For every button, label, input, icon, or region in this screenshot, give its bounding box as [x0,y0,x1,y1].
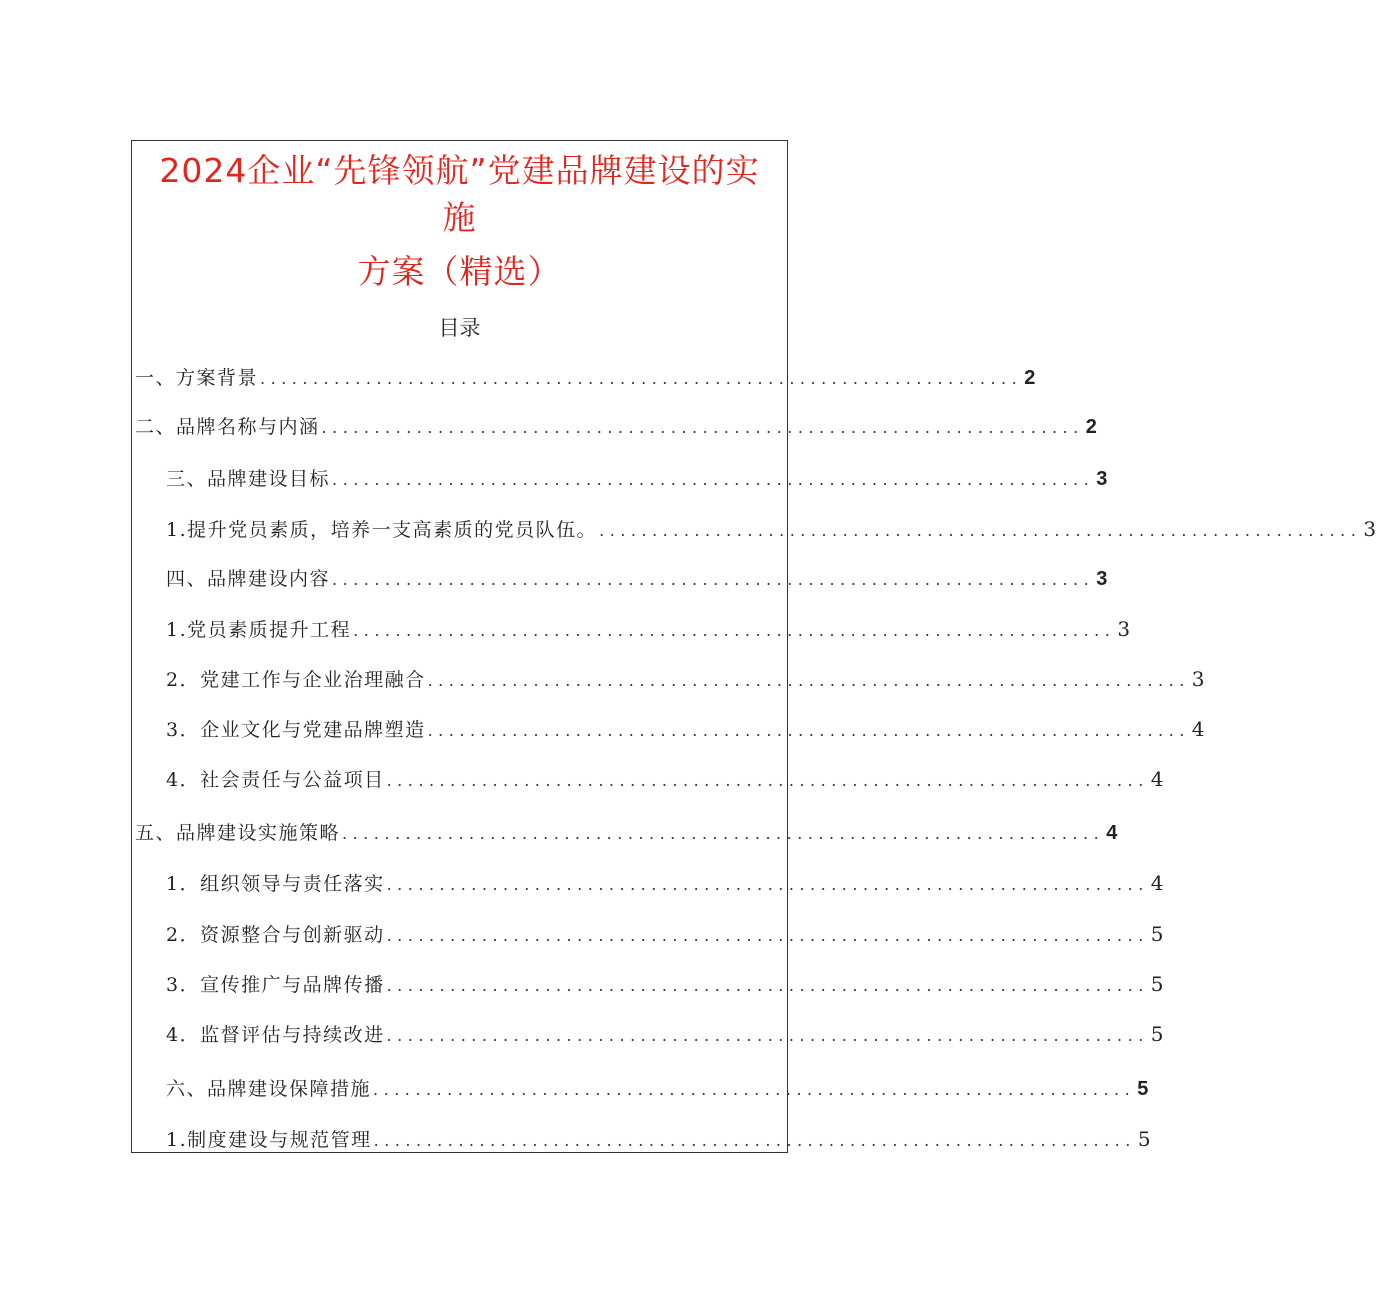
toc-leader-dots: ........................................................................ [599,521,1362,540]
toc-item-text: 2．资源整合与创新驱动 [166,924,385,946]
toc-item[interactable] [166,664,1205,694]
toc-leader-dots: ........................................................................ [373,1080,1136,1099]
toc-leader-dots: ........................................................................ [386,1026,1149,1045]
toc-item[interactable] [166,764,1164,794]
toc-page-number: 3 [1096,468,1108,490]
toc-item[interactable] [166,919,1164,949]
toc-item-text: 3．宣传推广与品牌传播 [166,974,385,996]
toc-leader-dots: ........................................................................ [427,721,1190,740]
toc-item-text: 2．党建工作与企业治理融合 [166,669,426,691]
toc-item[interactable] [135,363,1036,393]
toc-page-number: 3 [1363,517,1376,541]
toc-page-number: 5 [1150,972,1164,996]
toc-page-number: 5 [1137,1078,1149,1100]
toc-item-text: 三、品牌建设目标 [166,468,331,490]
document-title-line1: 2024企业“先锋领航”党建品牌建设的实 [159,151,760,190]
toc-item[interactable] [166,464,1108,494]
toc-item-text: 1.制度建设与规范管理 [166,1129,372,1151]
toc-item-text: 3．企业文化与党建品牌塑造 [166,719,426,741]
toc-page-number: 3 [1191,667,1205,691]
toc-item[interactable] [135,818,1118,848]
toc-item[interactable] [166,868,1164,898]
toc-item-text: 1.党员素质提升工程 [166,619,352,641]
toc-leader-dots: ........................................................................ [386,875,1149,894]
toc-page-number: 4 [1150,871,1164,895]
toc-item[interactable] [166,564,1108,594]
toc-page-number: 3 [1117,617,1131,641]
toc-item[interactable] [166,1019,1164,1049]
toc-leader-dots: ........................................................................ [332,570,1095,589]
toc-item-text: 二、品牌名称与内涵 [135,416,320,438]
toc-leader-dots: ........................................................................ [321,418,1084,437]
toc-leader-dots: ........................................................................ [342,824,1105,843]
toc-page-number: 4 [1191,717,1205,741]
toc-page-number: 2 [1085,416,1097,438]
toc-page-number: 2 [1024,367,1036,389]
toc-item[interactable] [166,1124,1151,1154]
toc-item-text: 四、品牌建设内容 [166,568,331,590]
toc-item-text: 4．社会责任与公益项目 [166,769,385,791]
toc-leader-dots: ........................................................................ [427,671,1190,690]
toc-page-number: 4 [1106,822,1118,844]
toc-item-text: 六、品牌建设保障措施 [166,1078,372,1100]
toc-item-text: 五、品牌建设实施策略 [135,822,341,844]
toc-leader-dots: ........................................................................ [260,369,1023,388]
toc-page-number: 5 [1137,1127,1151,1151]
document-title-line2: 施 [442,198,477,237]
toc-leader-dots: ........................................................................ [386,976,1149,995]
toc-leader-dots: ........................................................................ [386,771,1149,790]
toc-leader-dots: ........................................................................ [332,470,1095,489]
document-title-line3: 方案（精选） [357,252,562,291]
toc-item-text: 4．监督评估与持续改进 [166,1024,385,1046]
toc-leader-dots: ........................................................................ [353,621,1116,640]
toc-page-number: 3 [1096,568,1108,590]
toc-item[interactable] [166,1074,1149,1104]
toc-leader-dots: ........................................................................ [373,1131,1136,1150]
toc-leader-dots: ........................................................................ [386,926,1149,945]
toc-item-text: 1.提升党员素质，培养一支高素质的党员队伍。 [166,519,598,541]
toc-item-text: 一、方案背景 [135,367,259,389]
toc-page-number: 4 [1150,767,1164,791]
toc-page-number: 5 [1150,922,1164,946]
toc-page-number: 5 [1150,1022,1164,1046]
toc-item[interactable] [166,514,1376,544]
toc-item-text: 1．组织领导与责任落实 [166,873,385,895]
toc-item[interactable] [166,714,1205,744]
toc-item[interactable] [166,969,1164,999]
toc-item[interactable] [135,412,1097,442]
toc-item[interactable] [166,614,1131,644]
toc-heading: 目录 [438,316,481,340]
